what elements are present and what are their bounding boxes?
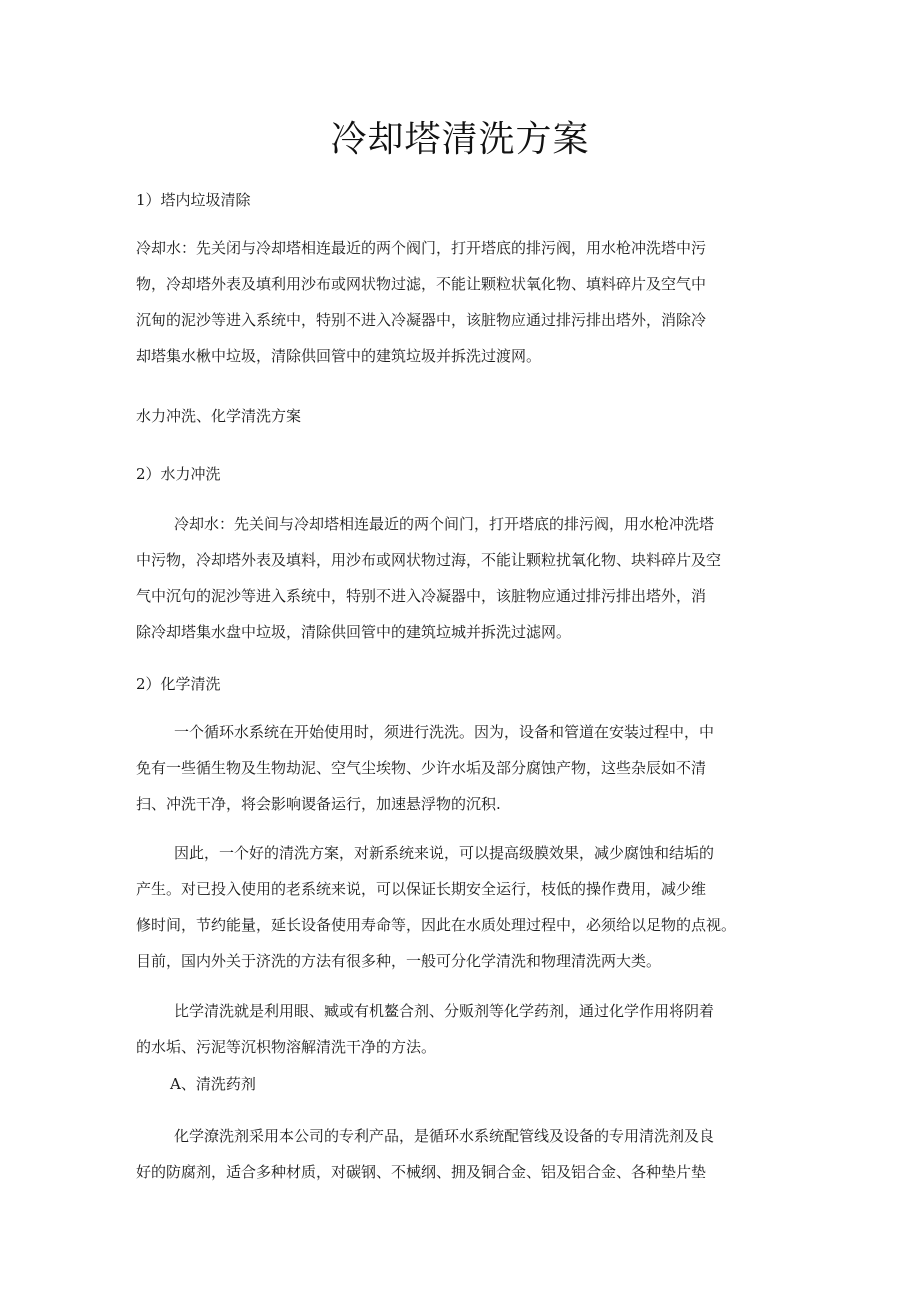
paragraph-line: 冷却水：先关间与冷却塔相连最近的两个间门，打开塔底的排污阀，用水枪冲洗塔 (174, 515, 715, 533)
section-heading-water-flush: 2）水力冲洗 (136, 465, 221, 483)
paragraph-cleaning-benefits (136, 835, 790, 979)
paragraph-line: 物，冷却塔外表及填利用沙布或网状物过滤，不能让颗粒状氧化物、填料碎片及空气中 (136, 275, 707, 293)
paragraph-cleaning-agent (136, 1118, 790, 1190)
plan-heading: 水力冲洗、化学清洗方案 (136, 407, 302, 425)
paragraph-line: 中污物，冷却塔外表及填料，用沙布或网状物过海，不能让颗粒扰氧化物、块料碎片及空 (136, 551, 722, 569)
paragraph-line: 修时间，节约能量，延长设备使用寿命等，因此在水质处理过程中，必须给以足物的点视。 (136, 916, 737, 934)
paragraph-garbage-removal (136, 230, 790, 374)
subsection-heading-cleaning-agent: A、清洗药剂 (170, 1075, 256, 1093)
paragraph-line: 产生。对已投入使用的老系统来说，可以保证长期安全运行，枝低的操作费用，减少维 (136, 880, 707, 898)
paragraph-line: 好的防腐剂，适合多种材质，对碳钢、不械纲、拥及铜合金、铝及铝合金、各种垫片垫 (136, 1163, 707, 1181)
paragraph-line: 免有一些循生物及生物劫泥、空气尘埃物、少许水垢及部分腐蚀产物，这些杂辰如不清 (136, 759, 707, 777)
section-heading-chemical-cleaning: 2）化学清洗 (136, 675, 221, 693)
paragraph-line: 的水垢、污泥等沉枳物溶解清洗干净的方法。 (136, 1038, 437, 1056)
paragraph-line: 冷却水：先关闭与冷却塔相连最近的两个阀门，打开塔底的排污阀，用水枪冲洗塔中污 (136, 239, 707, 257)
paragraph-line: 除冷却塔集水盘中垃圾，清除供回管中的建筑垃城并拆洗过滤网。 (136, 623, 572, 641)
paragraph-line: 扫、冲洗干净，将会影响谡备运行，加速悬浮物的沉积. (136, 795, 501, 813)
paragraph-line: 却塔集水楸中垃圾，清除供回管中的建筑垃圾并拆洗过渡网。 (136, 347, 542, 365)
paragraph-line: 沉甸的泥沙等进入系统中，特别不进入冷凝器中，该脏物应通过排污排出塔外，消除冷 (136, 311, 707, 329)
paragraph-line: 因此，一个好的清洗方案，对新系统来说，可以提高级膜效果，减少腐蚀和结垢的 (174, 844, 715, 862)
paragraph-line: 比学清洗就是利用眼、臧或有机鳌合剂、分贩剂等化学药剂，通过化学作用将阴着 (174, 1002, 715, 1020)
paragraph-chemical-intro (136, 714, 790, 822)
paragraph-line: 一个循环水系统在开始使用时，须进行洗洗。因为，设备和管道在安装过程中，中 (174, 723, 715, 741)
paragraph-line: 目前，国内外关于济洗的方法有很多种，一般可分化学清洗和物理清洗两大类。 (136, 952, 662, 970)
paragraph-line: 气中沉句的泥沙等进入系统中，特别不进入冷凝器中，该脏物应通过排污排出塔外，消 (136, 587, 707, 605)
paragraph-water-flush (136, 506, 790, 650)
paragraph-line: 化学潦洗剂采用本公司的专利产品，是循环水系统配管线及设备的专用清洗剂及良 (174, 1127, 715, 1145)
section-heading-garbage-removal: 1）塔内垃圾清除 (136, 191, 251, 209)
paragraph-chemical-definition (136, 993, 790, 1065)
document-title: 冷却塔清洗方案 (330, 119, 590, 160)
